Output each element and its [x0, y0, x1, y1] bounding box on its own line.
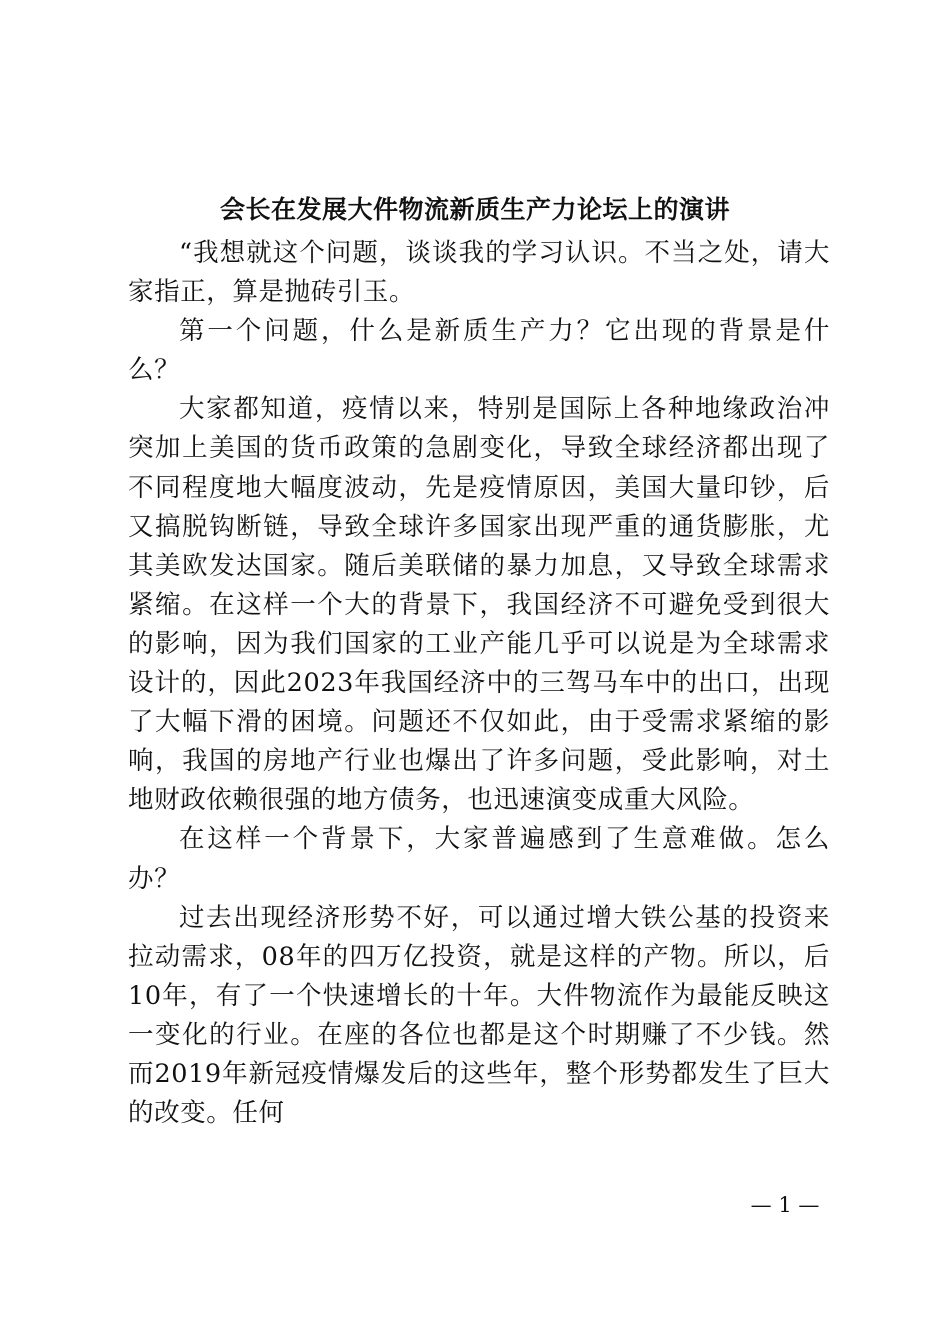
paragraph: 大家都知道，疫情以来，特别是国际上各种地缘政治冲突加上美国的货币政策的急剧变化，导致全球经济都出现了不同程度地大幅度波动，先是疫情原因，美国大量印钞，后又搞脱钩断链，导致全球许多国家出现严重的通货膨胀，尤其美欧发达国家。随后美联储的暴力加息，又导致全球需求紧缩。在这样一个大的背景下，我国经济不可避免受到很大的影响，因为我们国家的工业产能几乎可以说是为全球需求设计的，因此2023年我国经济中的三驾马车中的出口，出现了大幅下滑的困境。问题还不仅如此，由于受需求紧缩的影响，我国的房地产行业也爆出了许多问题，受此影响，对土地财政依赖很强的地方债务，也迅速演变成重大风险。 — [128, 394, 830, 816]
paragraph: 过去出现经济形势不好，可以通过增大铁公基的投资来拉动需求，08年的四万亿投资，就是这样的产物。所以，后10年，有了一个快速增长的十年。大件物流作为最能反映这一变化的行业。在座的各位也都是这个时期赚了不少钱。然而2019年新冠疫情爆发后的这些年，整个形势都发生了巨大的改变。任何 — [128, 902, 830, 1129]
paragraph: 在这样一个背景下，大家普遍感到了生意难做。怎么办？ — [128, 824, 830, 894]
page-number: — 1 — — [750, 1193, 820, 1217]
document-body — [128, 234, 830, 1133]
paragraph: “我想就这个问题，谈谈我的学习认识。不当之处，请大家指正，算是抛砖引玉。 — [128, 238, 830, 308]
paragraph: 第一个问题，什么是新质生产力？它出现的背景是什么？ — [128, 316, 830, 386]
document-title: 会长在发展大件物流新质生产力论坛上的演讲 — [219, 195, 730, 224]
